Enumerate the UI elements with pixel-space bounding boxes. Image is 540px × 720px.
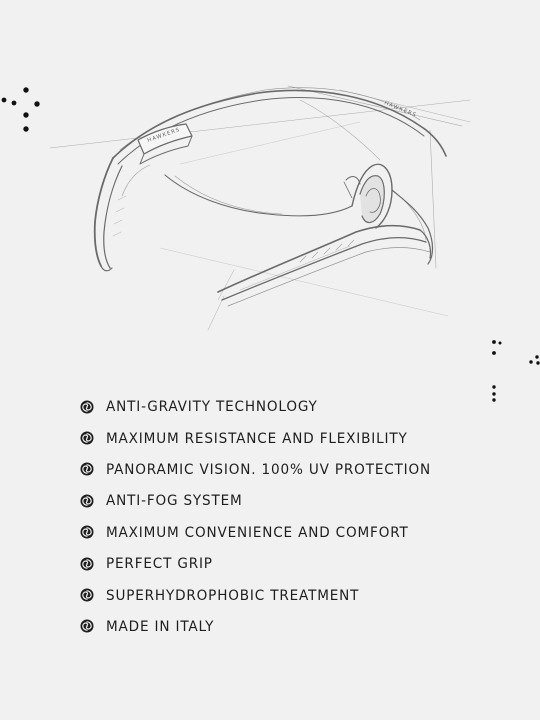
feature-label: ANTI-FOG SYSTEM [106, 492, 243, 510]
feature-item-5 [80, 517, 456, 548]
spiral-bullet-icon [80, 588, 94, 602]
feature-label: PANORAMIC VISION. 100% UV PROTECTION [106, 460, 432, 478]
brand-mark-top: HAWKERS [383, 100, 418, 119]
feature-label: MADE IN ITALY [106, 617, 215, 635]
feature-label: PERFECT GRIP [106, 555, 213, 573]
feature-label: MAXIMUM RESISTANCE AND FLEXIBILITY [106, 429, 408, 447]
spiral-bullet-icon [80, 619, 94, 633]
feature-item-8 [80, 611, 456, 642]
feature-item-6 [80, 548, 456, 579]
feature-label: SUPERHYDROPHOBIC TREATMENT [106, 586, 360, 604]
decorative-dots-top-left [0, 84, 44, 136]
decorative-dots-right-upper [490, 338, 504, 358]
decorative-dots-right-edge [527, 354, 540, 370]
spiral-bullet-icon [80, 494, 94, 508]
spiral-bullet-icon [80, 462, 94, 476]
brand-mark-temple: HAWKERS [146, 126, 182, 144]
feature-item-3 [80, 454, 456, 485]
feature-item-4 [80, 485, 456, 516]
feature-label: ANTI-GRAVITY TECHNOLOGY [106, 398, 318, 416]
feature-item-7 [80, 579, 456, 610]
feature-item-2 [80, 422, 456, 453]
spiral-bullet-icon [80, 557, 94, 571]
feature-label: MAXIMUM CONVENIENCE AND COMFORT [106, 523, 409, 541]
decorative-dots-right-lower [490, 384, 500, 404]
feature-item-1 [80, 391, 456, 422]
spiral-bullet-icon [80, 525, 94, 539]
spiral-bullet-icon [80, 400, 94, 414]
spiral-bullet-icon [80, 431, 94, 445]
feature-list [80, 391, 456, 642]
